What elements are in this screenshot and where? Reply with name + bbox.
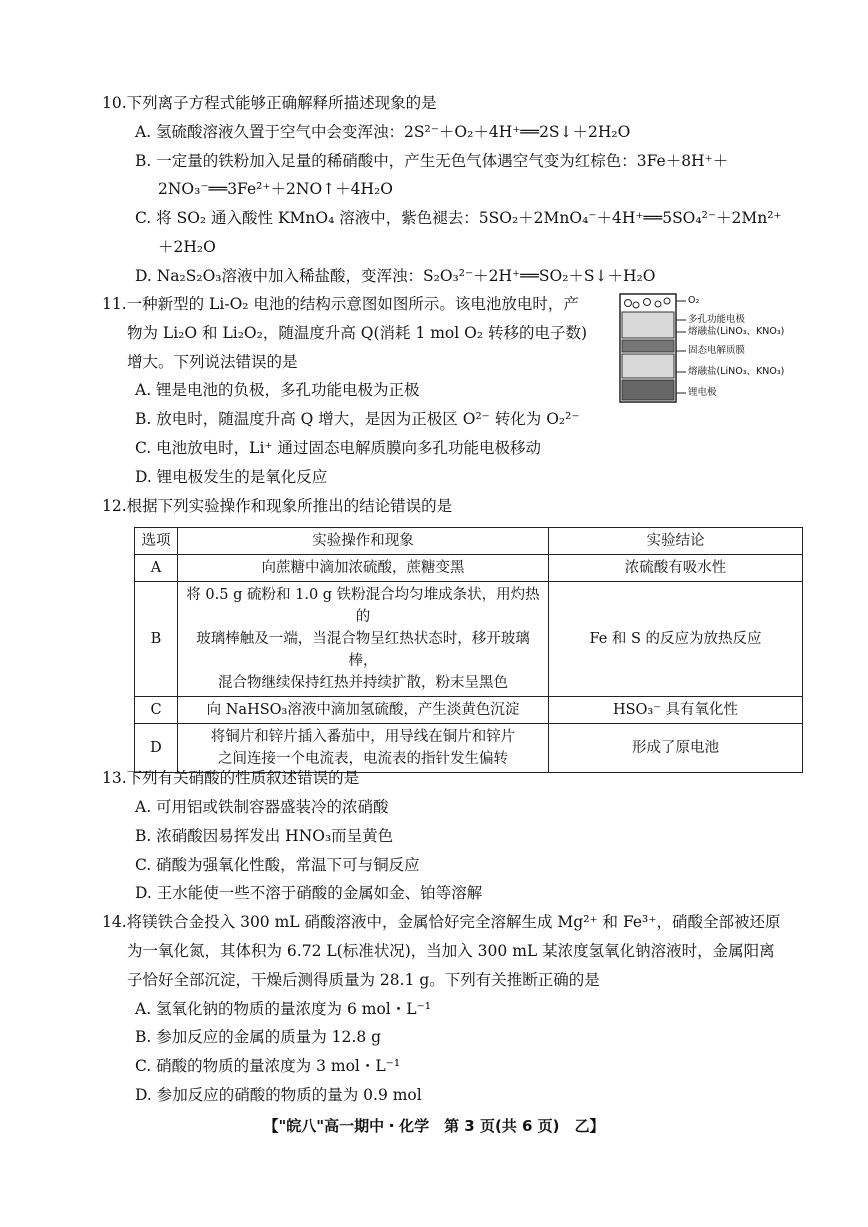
page-footer: 【"皖八"高一期中・化学 第 3 页(共 6 页) 乙】 xyxy=(263,1117,605,1135)
experiment-table xyxy=(134,527,803,773)
q14-option-a: A. 氢氧化钠的物质的量浓度为 6 mol・L⁻¹ xyxy=(135,1000,431,1018)
label-lithium-electrode: 锂电极 xyxy=(688,387,717,398)
header-operation: 实验操作和现象 xyxy=(178,528,549,555)
q14-stem-2: 为一氧化氮，其体积为 6.72 L(标准状况)，当加入 300 mL 某浓度氢氧化钠溶液时，金属阳离 xyxy=(127,942,775,960)
q13-option-a: A. 可用铝或铁制容器盛装冷的浓硝酸 xyxy=(135,798,389,816)
label-molten-salt-1: 熔融盐(LiNO₃、KNO₃) xyxy=(688,326,785,337)
row-option: B xyxy=(135,582,178,697)
q13-stem: 13.下列有关硝酸的性质叙述错误的是 xyxy=(102,769,360,787)
q10-option-b: B. 一定量的铁粉加入足量的稀硝酸中，产生无色气体遇空气变为红棕色：3Fe＋8H⁺＋ xyxy=(135,152,729,170)
row-operation: 将铜片和锌片插入番茄中，用导线在铜片和锌片 之间连接一个电流表，电流表的指针发生偏转 xyxy=(178,724,549,773)
row-operation: 向 NaHSO₃溶液中滴加氢硫酸，产生淡黄色沉淀 xyxy=(178,697,549,724)
q13-option-d: D. 王水能使一些不溶于硝酸的金属如金、铂等溶解 xyxy=(135,884,483,902)
q10-option-a: A. 氢硫酸溶液久置于空气中会变浑浊：2S²⁻＋O₂＋4H⁺══2S↓＋2H₂O xyxy=(135,123,631,141)
header-option: 选项 xyxy=(135,528,178,555)
row-conclusion: 形成了原电池 xyxy=(549,724,803,773)
q11-option-c: C. 电池放电时，Li⁺ 通过固态电解质膜向多孔功能电极移动 xyxy=(135,439,542,457)
table-row xyxy=(135,582,803,697)
q11-option-d: D. 锂电极发生的是氧化反应 xyxy=(135,468,328,486)
label-molten-salt-2: 熔融盐(LiNO₃、KNO₃) xyxy=(688,366,785,377)
row-option: A xyxy=(135,555,178,582)
table-header-row xyxy=(135,528,803,555)
label-o2: O₂ xyxy=(688,295,700,306)
row-conclusion: Fe 和 S 的反应为放热反应 xyxy=(549,582,803,697)
label-porous-electrode: 多孔功能电极 xyxy=(688,314,746,325)
table-row xyxy=(135,697,803,724)
q10-option-c-cont: ＋2H₂O xyxy=(158,238,216,256)
q11-option-a: A. 锂是电池的负极，多孔功能电极为正极 xyxy=(135,381,420,399)
label-solid-electrolyte: 固态电解质膜 xyxy=(688,345,746,356)
q14-option-b: B. 参加反应的金属的质量为 12.8 g xyxy=(135,1028,382,1046)
table-row xyxy=(135,724,803,773)
row-operation: 向蔗糖中滴加浓硫酸，蔗糖变黑 xyxy=(178,555,549,582)
row-conclusion: 浓硫酸有吸水性 xyxy=(549,555,803,582)
q14-stem-3: 子恰好全部沉淀，干燥后测得质量为 28.1 g。下列有关推断正确的是 xyxy=(127,971,600,989)
table-row xyxy=(135,555,803,582)
battery-diagram xyxy=(614,292,810,406)
q11-stem-2: 物为 Li₂O 和 Li₂O₂，随温度升高 Q(消耗 1 mol O₂ 转移的电子数) xyxy=(127,324,588,342)
q10-option-b-cont: 2NO₃⁻══3Fe²⁺＋2NO↑＋4H₂O xyxy=(158,180,393,198)
q11-option-b: B. 放电时，随温度升高 Q 增大，是因为正极区 O²⁻ 转化为 O₂²⁻ xyxy=(135,410,580,428)
q13-option-c: C. 硝酸为强氧化性酸，常温下可与铜反应 xyxy=(135,856,420,874)
q10-stem: 10.下列离子方程式能够正确解释所描述现象的是 xyxy=(102,94,437,112)
q11-stem-1: 11.一种新型的 Li-O₂ 电池的结构示意图如图所示。该电池放电时，产 xyxy=(102,295,579,313)
q13-option-b: B. 浓硝酸因易挥发出 HNO₃而呈黄色 xyxy=(135,827,394,845)
q14-stem-1: 14.将镁铁合金投入 300 mL 硝酸溶液中，金属恰好完全溶解生成 Mg²⁺ 和 Fe³⁺，硝酸全部被还原 xyxy=(102,913,781,931)
q14-option-c: C. 硝酸的物质的量浓度为 3 mol・L⁻¹ xyxy=(135,1057,401,1075)
row-option: D xyxy=(135,724,178,773)
q12-stem: 12.根据下列实验操作和现象所推出的结论错误的是 xyxy=(102,497,453,515)
q10-option-c: C. 将 SO₂ 通入酸性 KMnO₄ 溶液中，紫色褪去：5SO₂＋2MnO₄⁻＋4H⁺══5SO₄²⁻＋2Mn²⁺ xyxy=(135,209,782,227)
row-operation: 将 0.5 g 硫粉和 1.0 g 铁粉混合均匀堆成条状，用灼热的 玻璃棒触及一端，当混合物呈红热状态时，移开玻璃棒， 混合物继续保持红热并持续扩散，粉末呈黑色 xyxy=(178,582,549,697)
q11-stem-3: 增大。下列说法错误的是 xyxy=(127,353,298,371)
row-option: C xyxy=(135,697,178,724)
header-conclusion: 实验结论 xyxy=(549,528,803,555)
q10-option-d: D. Na₂S₂O₃溶液中加入稀盐酸，变浑浊：S₂O₃²⁻＋2H⁺══SO₂＋S↓＋H₂O xyxy=(135,267,656,285)
q14-option-d: D. 参加反应的硝酸的物质的量为 0.9 mol xyxy=(135,1086,422,1104)
row-conclusion: HSO₃⁻ 具有氧化性 xyxy=(549,697,803,724)
